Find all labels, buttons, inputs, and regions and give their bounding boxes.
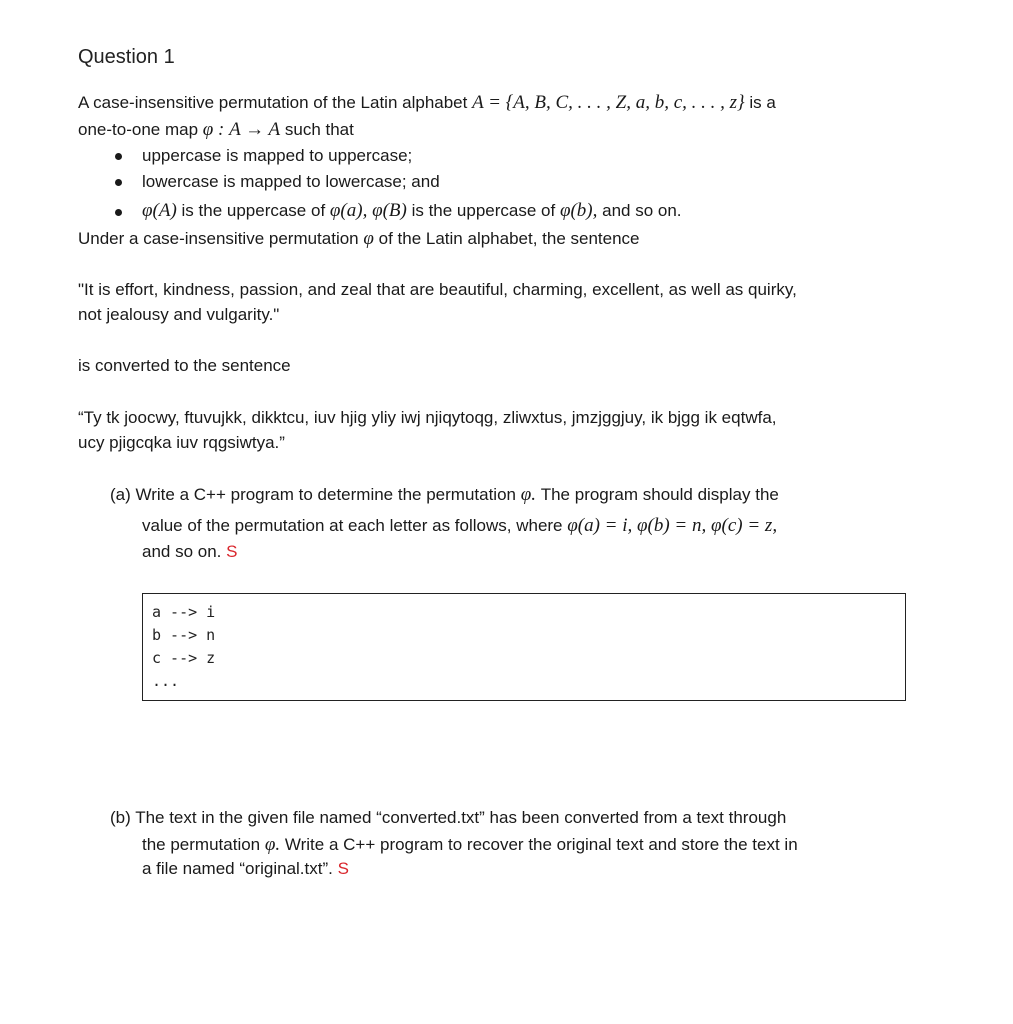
code-example-box xyxy=(142,593,906,701)
bullet-3-text-2: is the uppercase of xyxy=(411,201,556,220)
code-row: ... xyxy=(152,672,180,690)
part-b-tail: Write a C++ program to recover the original text and store the text in xyxy=(284,835,798,854)
part-a-line-2 xyxy=(142,515,777,537)
part-b-text: the permutation xyxy=(142,835,261,854)
bullet-item-1: uppercase is mapped to uppercase; xyxy=(142,146,413,165)
part-b-line-2 xyxy=(142,834,798,856)
part-b-text-3: a file named “original.txt”. xyxy=(142,859,333,878)
intro-text-2: one-to-one map xyxy=(78,120,199,139)
converted-intro: is converted to the sentence xyxy=(78,356,291,375)
code-row: a --> i xyxy=(152,603,216,621)
code-row: b --> n xyxy=(152,626,216,644)
intro-line-1 xyxy=(78,92,776,114)
bullet-dot xyxy=(115,209,122,216)
phi-b-formula: φ(b), xyxy=(559,200,598,221)
bullet-item-3 xyxy=(142,200,682,222)
part-a-line-1 xyxy=(110,484,779,506)
red-annotation-mark: S xyxy=(337,859,349,878)
bullet-3-text-3: and so on. xyxy=(602,201,682,220)
phi-a-B-formula: φ(a), φ(B) xyxy=(329,200,407,221)
part-a-tail: The program should display the xyxy=(540,485,779,504)
bullet-dot xyxy=(115,179,122,186)
part-a-line-3 xyxy=(142,542,237,562)
phi-symbol: φ. xyxy=(264,834,281,855)
phi-symbol: φ xyxy=(363,228,374,249)
part-a-text-2: value of the permutation at each letter as follows, where xyxy=(142,516,563,535)
converted-sentence-line-2: ucy pjigcqka iuv rqgsiwtya.” xyxy=(78,433,285,452)
part-a-text: (a) Write a C++ program to determine the permutation xyxy=(110,485,516,504)
under-line xyxy=(78,228,640,250)
code-row: c --> z xyxy=(152,649,216,667)
converted-sentence-line-1: “Ty tk joocwy, ftuvujkk, dikktcu, iuv hjig yliy iwj njiqytoqg, zliwxtus, jmzjggjuy, ik bjgg ik eqtwfa, xyxy=(78,408,777,427)
question-heading: Question 1 xyxy=(78,46,175,68)
map-formula: φ : A → A xyxy=(202,119,281,140)
bullet-dot xyxy=(115,153,122,160)
permutation-examples-formula: φ(a) = i, φ(b) = n, φ(c) = z, xyxy=(567,515,778,536)
under-text-1: Under a case-insensitive permutation xyxy=(78,229,359,248)
intro-text: A case-insensitive permutation of the Latin alphabet xyxy=(78,93,468,112)
alphabet-set-formula: A = {A, B, C, . . . , Z, a, b, c, . . . , z} xyxy=(472,92,745,113)
phi-A-formula: φ(A) xyxy=(142,200,177,221)
under-text-2: of the Latin alphabet, the sentence xyxy=(378,229,640,248)
intro-line-2 xyxy=(78,119,354,141)
original-sentence-line-1: "It is effort, kindness, passion, and zeal that are beautiful, charming, excellent, as well as quirky, xyxy=(78,280,797,299)
intro-tail-2: such that xyxy=(284,120,354,139)
bullet-item-2: lowercase is mapped to lowercase; and xyxy=(142,172,440,191)
part-a-text-3: and so on. xyxy=(142,542,222,561)
part-b-line-1: (b) The text in the given file named “converted.txt” has been converted from a text through xyxy=(110,808,787,827)
original-sentence-line-2: not jealousy and vulgarity." xyxy=(78,305,280,324)
part-b-line-3 xyxy=(142,859,349,879)
phi-symbol: φ. xyxy=(520,484,536,505)
red-annotation-mark: S xyxy=(226,542,238,561)
intro-tail: is a xyxy=(749,93,776,112)
bullet-3-text-1: is the uppercase of xyxy=(181,201,326,220)
